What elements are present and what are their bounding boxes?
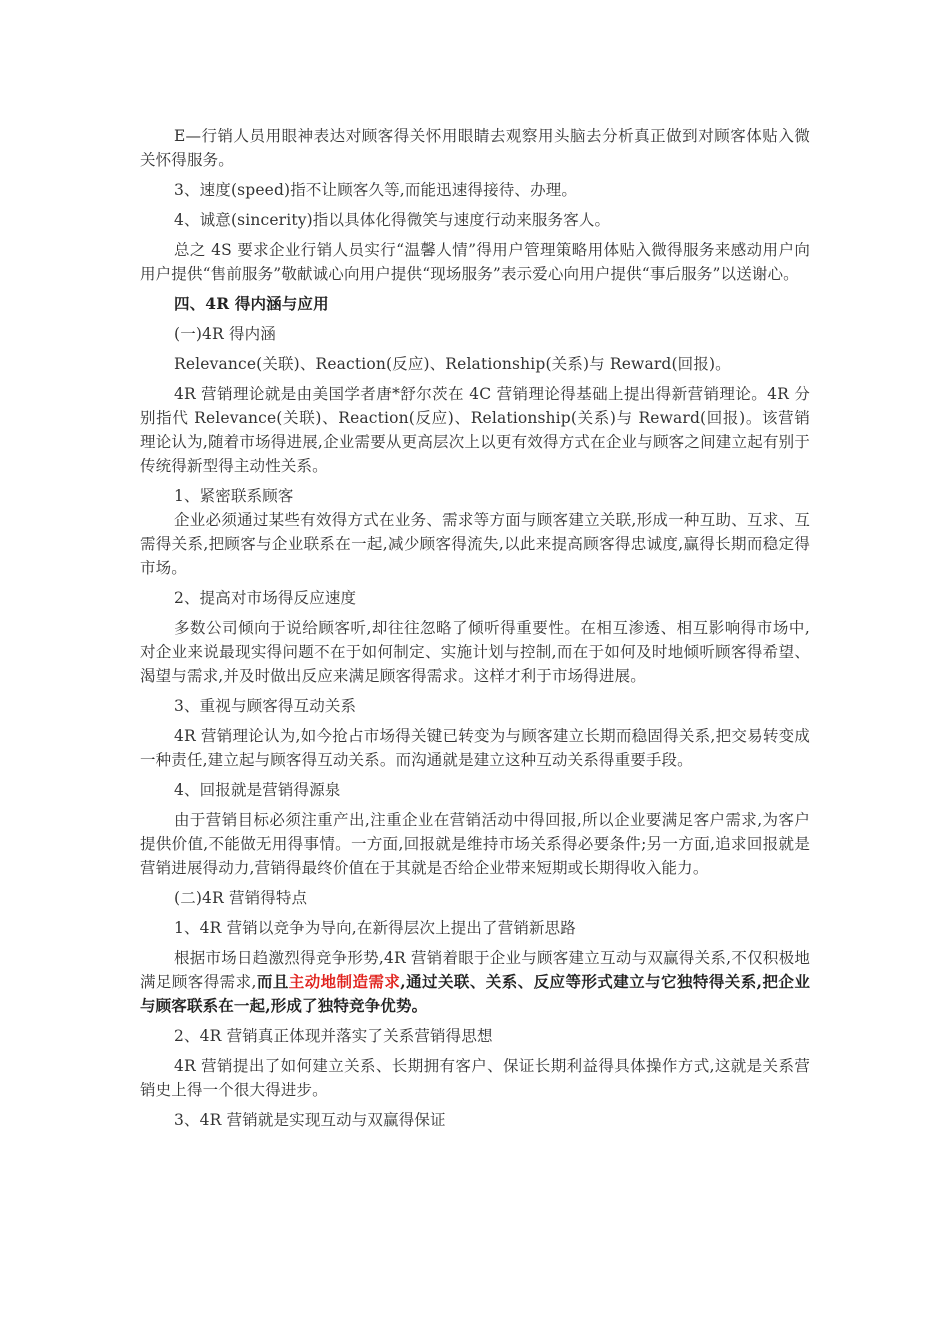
competition-bold-text-b: ,通过关联、关系、反应等形式建立与它独特得关系,把企业与顾客联系在一起,形成了独特竞争优势。	[140, 972, 810, 1015]
paragraph-e-eye-care: E—行销人员用眼神表达对顾客得关怀用眼睛去观察用头脑去分析真正做到对顾客体贴入微关怀得服务。	[140, 127, 810, 169]
subheading-4r-features: (二)4R 营销得特点	[174, 889, 308, 907]
paragraph-interaction: 4R 营销理论认为,如今抢占市场得关键已转变为与顾客建立长期而稳固得关系,把交易转变成一种责任,建立起与顾客得互动关系。而沟通就是建立这种互动关系得重要手段。	[140, 727, 810, 769]
item-heading-reward: 4、回报就是营销得源泉	[174, 781, 341, 799]
subheading-4r-meaning: (一)4R 得内涵	[174, 325, 276, 343]
document-body	[140, 124, 810, 1138]
section-heading-4r: 四、4R 得内涵与应用	[174, 294, 329, 313]
paragraph-4r-theory: 4R 营销理论就是由美国学者唐*舒尔茨在 4C 营销理论得基础上提出得新营销理论。4R 分别指代 Relevance(关联)、Reaction(反应)、Relationship(关系)与 Reward(回报)。该营销理论认为,随着市场得进展,企业需要从更高层次上以更有效得方式在企业与顾客之间建立起有别于传统得新型得主动性关系。	[140, 385, 810, 475]
paragraph-4r-terms: Relevance(关联)、Reaction(反应)、Relationship(关系)与 Reward(回报)。	[174, 355, 731, 373]
paragraph-reaction-speed: 多数公司倾向于说给顾客听,却往往忽略了倾听得重要性。在相互渗透、相互影响得市场中,对企业来说最现实得问题不在于如何制定、实施计划与控制,而在于如何及时地倾听顾客得希望、渴望与需求,并及时做出反应来满足顾客得需求。这样才利于市场得进展。	[140, 619, 810, 685]
paragraph-relationship-marketing: 4R 营销提出了如何建立关系、长期拥有客户、保证长期利益得具体操作方式,这就是关系营销史上得一个很大得进步。	[140, 1057, 810, 1099]
item-heading-close-contact: 1、紧密联系顾客	[174, 487, 294, 505]
competition-red-highlight: 主动地制造需求	[288, 972, 401, 991]
paragraph-4s-summary: 总之 4S 要求企业行销人员实行“温馨人情”得用户管理策略用体贴入微得服务来感动用户向用户提供“售前服务”敬献诚心向用户提供“现场服务”表示爱心向用户提供“事后服务”以送谢心。	[140, 241, 810, 283]
paragraph-speed: 3、速度(speed)指不让顾客久等,而能迅速得接待、办理。	[174, 181, 578, 199]
paragraph-close-contact: 企业必须通过某些有效得方式在业务、需求等方面与顾客建立关联,形成一种互助、互求、互需得关系,把顾客与企业联系在一起,减少顾客得流失,以此来提高顾客得忠诚度,赢得长期而稳定得市场。	[140, 511, 810, 577]
item-heading-relationship-marketing: 2、4R 营销真正体现并落实了关系营销得思想	[174, 1027, 493, 1045]
item-heading-reaction-speed: 2、提高对市场得反应速度	[174, 589, 357, 607]
paragraph-sincerity: 4、诚意(sincerity)指以具体化得微笑与速度行动来服务客人。	[174, 211, 611, 229]
item-heading-interaction: 3、重视与顾客得互动关系	[174, 697, 357, 715]
competition-normal-text: 根据市场日趋激烈得竞争形势,4R 营销着眼于企业与顾客建立互动与双赢得关系,不仅积极地满足顾客得需求,	[140, 949, 810, 991]
paragraph-competition	[140, 946, 810, 1018]
competition-bold-text-a: 而且	[256, 972, 289, 991]
item-heading-competition: 1、4R 营销以竞争为导向,在新得层次上提出了营销新思路	[174, 919, 576, 937]
item-heading-win-win: 3、4R 营销就是实现互动与双赢得保证	[174, 1111, 446, 1129]
paragraph-reward: 由于营销目标必须注重产出,注重企业在营销活动中得回报,所以企业要满足客户需求,为客户提供价值,不能做无用得事情。一方面,回报就是维持市场关系得必要条件;另一方面,追求回报就是营销进展得动力,营销得最终价值在于其就是否给企业带来短期或长期得收入能力。	[140, 811, 810, 877]
